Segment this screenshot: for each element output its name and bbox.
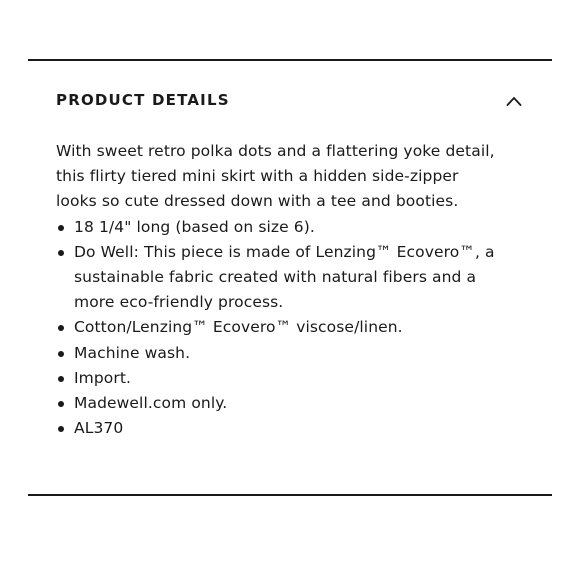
product-details-header[interactable] — [28, 61, 552, 139]
product-details-content — [56, 139, 496, 441]
product-details-accordion — [28, 59, 552, 496]
list-item: Machine wash. — [56, 341, 496, 366]
product-description: With sweet retro polka dots and a flattering yoke detail, this flirty tiered mini skirt with a hidden side-zipper looks so cute dressed down with a tee and booties. — [56, 142, 495, 211]
chevron-up-icon[interactable] — [506, 95, 522, 107]
list-item: Do Well: This piece is made of Lenzing™ Ecovero™, a sustainable fabric created with natural fibers and a more eco-friendly process. — [56, 240, 496, 316]
section-title: PRODUCT DETAILS — [56, 91, 230, 109]
list-item: 18 1/4" long (based on size 6). — [56, 215, 496, 240]
list-item: Import. — [56, 366, 496, 391]
list-item: AL370 — [56, 416, 496, 441]
list-item: Cotton/Lenzing™ Ecovero™ viscose/linen. — [56, 315, 496, 340]
details-list — [56, 215, 496, 442]
list-item: Madewell.com only. — [56, 391, 496, 416]
